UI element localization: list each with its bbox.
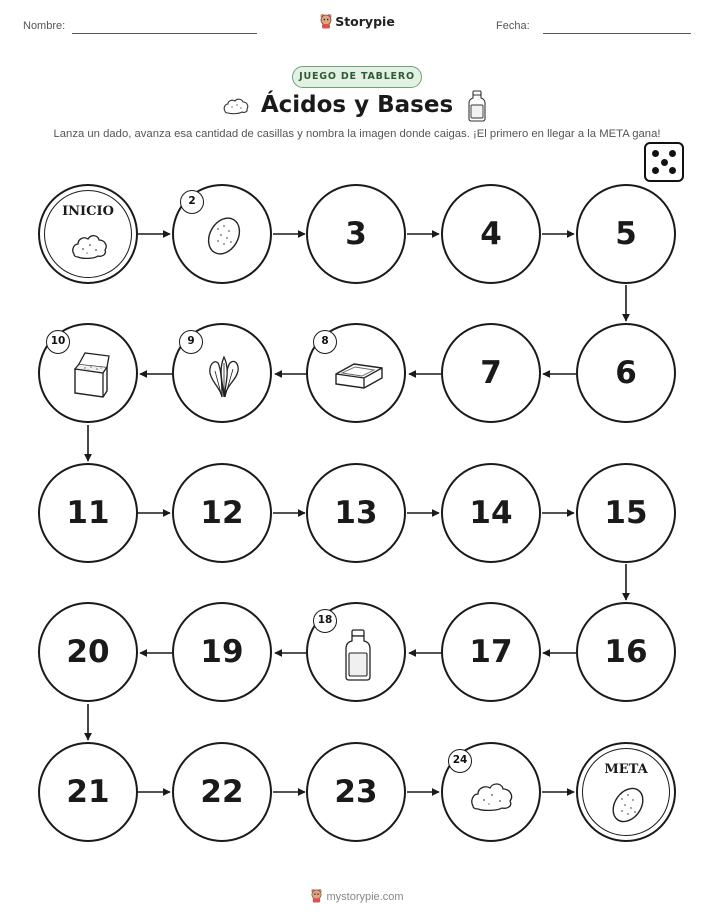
- goal-label: META: [604, 762, 648, 777]
- board-space-21[interactable]: [38, 742, 138, 842]
- footer-url[interactable]: mystorypie.com: [326, 890, 404, 903]
- space-number: 22: [200, 774, 244, 810]
- board-space-3[interactable]: [306, 184, 406, 284]
- baking-soda-icon: [70, 230, 110, 265]
- game-type-badge: JUEGO DE TABLERO: [292, 66, 422, 88]
- baking-soda-icon: [469, 778, 517, 817]
- space-number-tag: 9: [179, 330, 203, 354]
- space-number: 21: [66, 774, 110, 810]
- board-space-13[interactable]: [306, 463, 406, 563]
- board-space-5[interactable]: [576, 184, 676, 284]
- lemon-icon: [202, 213, 246, 264]
- board-space-15[interactable]: [576, 463, 676, 563]
- vinegar-bottle-icon: [343, 628, 373, 687]
- brand-name: Storypie: [335, 14, 395, 29]
- date-label: Fecha:: [496, 20, 530, 32]
- instructions: Lanza un dado, avanza esa cantidad de casillas y nombra la imagen donde caigas. ¡El primero en llegar a la META gana!: [53, 128, 661, 140]
- board-space-11[interactable]: [38, 463, 138, 563]
- footer: [0, 888, 714, 906]
- board-space-4[interactable]: [441, 184, 541, 284]
- board-space-17[interactable]: [441, 602, 541, 702]
- space-number-tag: 24: [448, 749, 472, 773]
- space-number: 17: [469, 634, 513, 670]
- space-number: 6: [615, 355, 637, 391]
- space-number: 5: [615, 216, 637, 252]
- start-label: INICIO: [62, 204, 114, 219]
- board-space-23[interactable]: [306, 742, 406, 842]
- storypie-mascot-icon: [310, 888, 323, 906]
- space-number-tag: 2: [180, 190, 204, 214]
- board-space-6[interactable]: [576, 323, 676, 423]
- space-number: 4: [480, 216, 502, 252]
- board-space-goal[interactable]: [576, 742, 676, 842]
- board-space-12[interactable]: [172, 463, 272, 563]
- board-space-22[interactable]: [172, 742, 272, 842]
- board-space-16[interactable]: [576, 602, 676, 702]
- board-space-19[interactable]: [172, 602, 272, 702]
- space-number-tag: 8: [313, 330, 337, 354]
- soap-icon: [332, 358, 386, 397]
- board-space-20[interactable]: [38, 602, 138, 702]
- space-number: 7: [480, 355, 502, 391]
- space-number: 16: [604, 634, 648, 670]
- space-number: 12: [200, 495, 244, 531]
- board-space-7[interactable]: [441, 323, 541, 423]
- board-space-start[interactable]: [38, 184, 138, 284]
- space-number-tag: 10: [46, 330, 70, 354]
- space-number: 11: [66, 495, 110, 531]
- space-number: 15: [604, 495, 648, 531]
- page-title: Ácidos y Bases: [260, 92, 454, 118]
- spinach-icon: [206, 353, 242, 406]
- board-space-14[interactable]: [441, 463, 541, 563]
- space-number: 3: [345, 216, 367, 252]
- name-label: Nombre:: [23, 20, 66, 32]
- space-number-tag: 18: [313, 609, 337, 633]
- space-number: 14: [469, 495, 513, 531]
- space-number: 20: [66, 634, 110, 670]
- space-number: 19: [200, 634, 244, 670]
- lemon-icon: [607, 782, 649, 833]
- space-number: 23: [334, 774, 378, 810]
- space-number: 13: [334, 495, 378, 531]
- powder-box-icon: [67, 349, 113, 404]
